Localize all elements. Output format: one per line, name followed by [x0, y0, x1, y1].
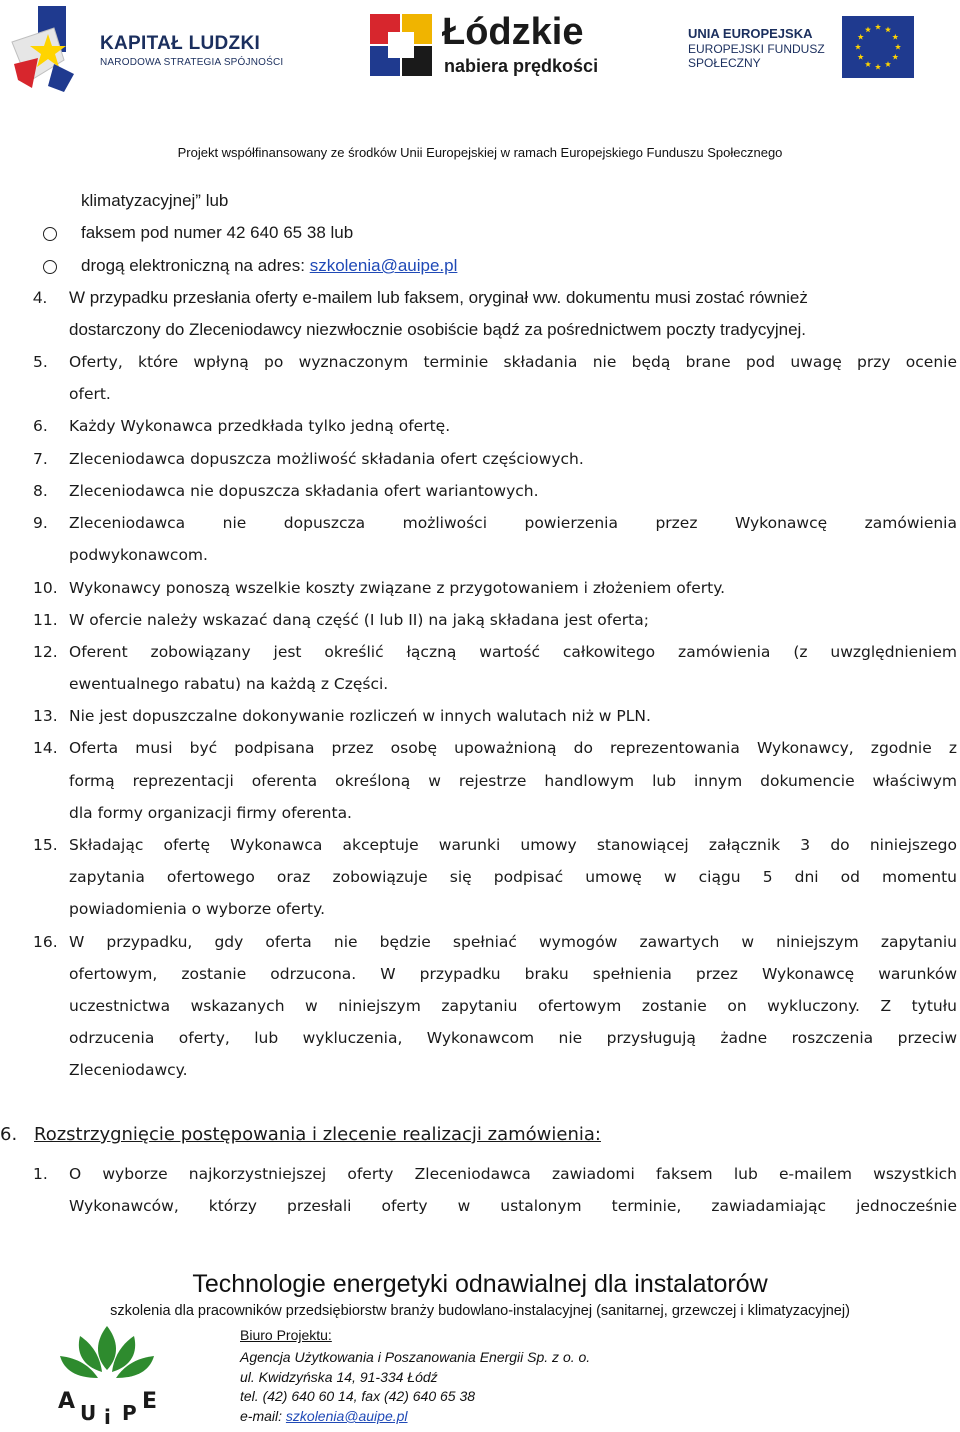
circle-bullet-icon — [43, 227, 57, 241]
section-title: Rozstrzygnięcie postępowania i zlecenie realizacji zamówienia: — [34, 1124, 601, 1145]
item-number: 7. — [33, 450, 48, 468]
item-text: dostarczony do Zleceniodawcy niezwłocznie osobiście bądź za pośrednictwem poczty tradycyjnej. — [69, 320, 807, 339]
item-text: powiadomienia o wyborze oferty. — [69, 900, 325, 918]
kapital-ludzki-subtitle: NARODOWA STRATEGIA SPÓJNOŚCI — [100, 57, 284, 68]
item-number: 14. — [33, 739, 58, 757]
item-number: 13. — [33, 707, 58, 725]
item-number: 5. — [33, 353, 48, 371]
eu-subtitle: EUROPEJSKI FUNDUSZ SPOŁECZNY — [688, 42, 825, 70]
item-text: Zleceniodawcy. — [69, 1061, 188, 1079]
eu-title: UNIA EUROPEJSKA — [688, 26, 813, 41]
email-link[interactable]: szkolenia@auipe.pl — [309, 256, 458, 275]
bullet-text: faksem pod numer 42 640 65 38 lub — [81, 223, 354, 242]
item-text: Wykonawców, którzy przesłali oferty w ustalonym terminie, zawiadamiając jednocześnie — [69, 1197, 957, 1215]
item-text: Nie jest dopuszczalne dokonywanie rozliczeń w innych walutach niż w PLN. — [69, 707, 651, 725]
item-text: dla formy organizacji firmy oferenta. — [69, 804, 352, 822]
lodzkie-title: Łódzkie — [442, 11, 584, 53]
item-text: ofert. — [69, 385, 111, 403]
item-text: Wykonawcy ponoszą wszelkie koszty związane z przygotowaniem i złożeniem oferty. — [69, 579, 726, 597]
item-number: 16. — [33, 933, 58, 951]
item-text: Oferent zobowiązany jest określić łączną wartość całkowitego zamówienia (z uwzględnieniem — [69, 643, 957, 661]
footer-subtitle: szkolenia dla pracowników przedsiębiorstw branży budowlano-instalacyjnej (sanitarnej, grzewczej i klimatyzacyjnej) — [110, 1303, 850, 1319]
item-text: W przypadku, gdy oferta nie będzie spełniać wymogów zawartych w niniejszym zapytaniu — [69, 933, 957, 951]
item-number: 1. — [33, 1165, 48, 1183]
item-text: Każdy Wykonawca przedkłada tylko jedną ofertę. — [69, 417, 451, 435]
bullet-text: drogą elektroniczną na adres: — [81, 256, 310, 275]
logo-letter-e: E — [142, 1389, 158, 1414]
item-text: W ofercie należy wskazać daną część (I lub II) na jaką składana jest oferta; — [69, 611, 649, 629]
auipe-leaf-icon — [52, 1322, 162, 1426]
item-text: odrzucenia oferty, lub wykluczenia, Wykonawcom nie przysługują żadne roszczenia przeciw — [69, 1029, 957, 1047]
item-text: Oferta musi być podpisana przez osobę upoważnioną do reprezentowania Wykonawcy, zgodnie z — [69, 739, 957, 757]
item-text: Zleceniodawca dopuszcza możliwość składania ofert częściowych. — [69, 450, 584, 468]
footer-title: Technologie energetyki odnawialnej dla instalatorów — [192, 1270, 768, 1298]
kapital-ludzki-title: KAPITAŁ LUDZKI — [100, 33, 261, 54]
item-text: W przypadku przesłania oferty e-mailem lub faksem, oryginał ww. dokumentu musi zostać również — [69, 288, 808, 307]
item-text: ewentualnego rabatu) na każdą z Części. — [69, 675, 389, 693]
item-text: formą reprezentacji oferenta określoną w rejestrze handlowym lub innym dokumencie właściwym — [69, 772, 957, 790]
eu-flag-icon — [842, 16, 914, 78]
auipe-logo — [52, 1322, 162, 1430]
logo-letter-a: A — [58, 1389, 76, 1414]
lodzkie-logo — [356, 0, 638, 96]
item-text: ofertowym, zostanie odrzucona. W przypadku braku spełnienia przez Wykonawcę warunków — [69, 965, 957, 983]
company-email-line — [240, 1408, 408, 1424]
item-text: podwykonawcom. — [69, 546, 208, 564]
item-text: Zleceniodawca nie dopuszcza składania ofert wariantowych. — [69, 482, 539, 500]
circle-bullet-icon — [43, 260, 57, 274]
section-number: 6. — [0, 1124, 18, 1145]
company-phone: tel. (42) 640 60 14, fax (42) 640 65 38 — [240, 1388, 476, 1404]
kapital-ludzki-star-icon — [8, 2, 90, 94]
item-text: Oferty, które wpłyną po wyznaczonym terminie składania nie będą brane pod uwagę przy ocenie — [69, 353, 957, 371]
email-prefix: e-mail: — [240, 1408, 286, 1424]
lodzkie-subtitle: nabiera prędkości — [444, 56, 599, 76]
lodzkie-squares-icon — [370, 14, 432, 76]
project-cofinancing-note: Projekt współfinansowany ze środków Unii Europejskiej w ramach Europejskiego Funduszu Społecznego — [177, 145, 783, 160]
item-text: zapytania ofertowego oraz zobowiązuje się podpisać umowę w ciągu 5 dni od momentu — [69, 868, 957, 886]
item-text: Zleceniodawca nie dopuszcza możliwości powierzenia przez Wykonawcę zamówienia — [69, 514, 957, 532]
item-text: uczestnictwa wskazanych w niniejszym zapytaniu ofertowym zostanie on wykluczony. Z tytułu — [69, 997, 957, 1015]
footer-email-link[interactable]: szkolenia@auipe.pl — [285, 1408, 408, 1424]
item-number: 10. — [33, 579, 58, 597]
item-number: 11. — [33, 611, 58, 629]
company-name: Agencja Użytkowania i Poszanowania Energii Sp. z o. o. — [240, 1349, 591, 1365]
item-number: 9. — [33, 514, 48, 532]
logo-letter-u: U — [80, 1401, 97, 1425]
bullet-text: klimatyzacyjnej” lub — [81, 191, 229, 210]
item-number: 15. — [33, 836, 58, 854]
company-address: ul. Kwidzyńska 14, 91-334 Łódź — [240, 1369, 438, 1385]
item-number: 12. — [33, 643, 58, 661]
office-label: Biuro Projektu: — [240, 1327, 332, 1343]
item-number: 6. — [33, 417, 48, 435]
kapital-ludzki-logo — [8, 0, 308, 96]
logo-letter-p: P — [122, 1401, 137, 1425]
item-number: 4. — [33, 288, 48, 307]
logo-letter-i: i — [104, 1405, 111, 1426]
item-text: O wyborze najkorzystniejszej oferty Zleceniodawca zawiadomi faksem lub e-mailem wszystkich — [69, 1165, 957, 1183]
eu-logo — [682, 0, 922, 96]
item-text: Składając ofertę Wykonawca akceptuje warunki umowy stanowiącej załącznik 3 do niniejszego — [69, 836, 957, 854]
item-number: 8. — [33, 482, 48, 500]
